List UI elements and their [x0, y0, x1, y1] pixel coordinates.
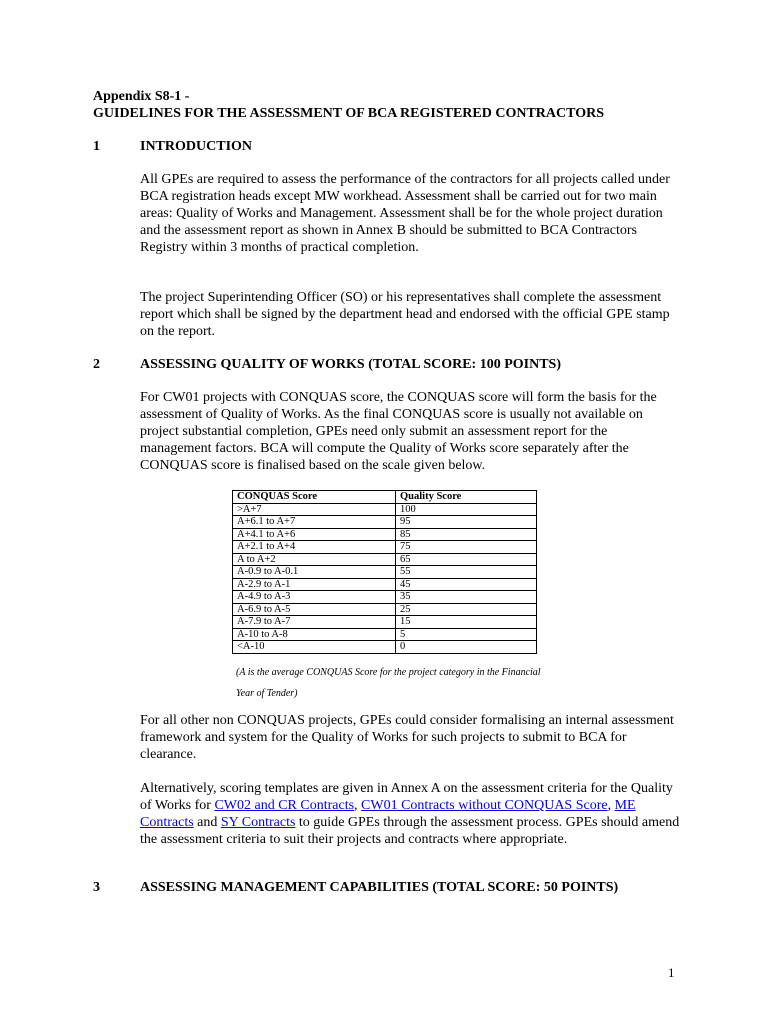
quality-cell: 45 — [396, 578, 537, 591]
table-row — [233, 616, 537, 629]
page-number: 1 — [668, 965, 675, 980]
link-cw02-cr-contracts[interactable]: CW02 and CR Contracts — [214, 798, 355, 813]
table-header-row — [233, 491, 537, 504]
conquas-cell: A to A+2 — [233, 553, 396, 566]
conquas-cell: A-4.9 to A-3 — [233, 591, 396, 604]
section-title: INTRODUCTION — [140, 139, 253, 154]
quality-cell: 55 — [396, 566, 537, 579]
table-row — [233, 553, 537, 566]
conquas-cell: A-2.9 to A-1 — [233, 578, 396, 591]
quality-cell: 65 — [396, 553, 537, 566]
paragraph-text: to guide GPEs through the assessment process. GPEs should amend the assessment criteria to suit their projects and contracts where appropriate. — [140, 815, 680, 847]
table-row — [233, 528, 537, 541]
table-row — [233, 641, 537, 654]
table-caption: (A is the average CONQUAS Score for the project category in the Financial Year of Tender) — [236, 667, 541, 699]
table-row — [233, 603, 537, 616]
section-2-heading — [93, 356, 561, 373]
paragraph-text: Alternatively, scoring templates are given in Annex A on the assessment criteria for the Quality of Works for — [140, 781, 673, 813]
conquas-cell: A-7.9 to A-7 — [233, 616, 396, 629]
document-heading — [93, 88, 604, 122]
conquas-cell: A-6.9 to A-5 — [233, 603, 396, 616]
section-title: ASSESSING MANAGEMENT CAPABILITIES (TOTAL SCORE: 50 POINTS) — [140, 880, 619, 895]
conquas-score-table — [232, 490, 537, 654]
link-sy-contracts[interactable]: SY Contracts — [220, 815, 296, 830]
quality-cell: 0 — [396, 641, 537, 654]
quality-cell: 35 — [396, 591, 537, 604]
column-header-conquas: CONQUAS Score — [233, 491, 396, 504]
table-row — [233, 541, 537, 554]
document-title: GUIDELINES FOR THE ASSESSMENT OF BCA REGISTERED CONTRACTORS — [93, 106, 605, 121]
quality-paragraph-3 — [140, 780, 680, 848]
conquas-cell: A+2.1 to A+4 — [233, 541, 396, 554]
conquas-cell: >A+7 — [233, 503, 396, 516]
section-title: ASSESSING QUALITY OF WORKS (TOTAL SCORE: 100 POINTS) — [140, 357, 562, 372]
table-row — [233, 578, 537, 591]
section-number: 3 — [93, 880, 100, 895]
section-1-heading — [93, 138, 252, 155]
quality-cell: 95 — [396, 516, 537, 529]
paragraph-text: and — [193, 815, 221, 830]
intro-paragraph-2: The project Superintending Officer (SO) or his representatives shall complete the assessment report which shall be signed by the department head and endorsed with the official GPE stamp on the report. — [140, 290, 670, 339]
table-row — [233, 591, 537, 604]
quality-cell: 75 — [396, 541, 537, 554]
quality-paragraph-2: For all other non CONQUAS projects, GPEs could consider formalising an internal assessment framework and system for the Quality of Works for such projects to submit to BCA for clearance. — [140, 713, 674, 762]
table-row — [233, 516, 537, 529]
link-cw01-contracts-without-conquas[interactable]: CW01 Contracts without CONQUAS Score — [361, 798, 608, 813]
table-row — [233, 566, 537, 579]
conquas-cell: A-10 to A-8 — [233, 628, 396, 641]
paragraph-text: , — [607, 798, 615, 813]
quality-paragraph-1: For CW01 projects with CONQUAS score, the CONQUAS score will form the basis for the assessment of Quality of Works. As the final CONQUAS score is usually not available on project substantial completion, GPEs need only submit an assessment report for the management factors. BCA will compute the Quality of Works score separately after the CONQUAS score is finalised based on the scale given below. — [140, 390, 657, 473]
quality-cell: 5 — [396, 628, 537, 641]
column-header-quality: Quality Score — [396, 491, 537, 504]
quality-cell: 25 — [396, 603, 537, 616]
appendix-label: Appendix S8-1 - — [93, 89, 190, 104]
conquas-cell: A-0.9 to A-0.1 — [233, 566, 396, 579]
intro-paragraph-1: All GPEs are required to assess the performance of the contractors for all projects called under BCA registration heads except MW workhead. Assessment shall be carried out for two main areas: Quality of Works and Management. Assessment shall be for the whole project duration and the assessment report as shown in Annex B should be submitted to BCA Contractors Registry within 3 months of practical completion. — [140, 172, 670, 255]
link-me-contracts[interactable]: ME Contracts — [140, 798, 636, 830]
table-row — [233, 628, 537, 641]
paragraph-text: , — [354, 798, 362, 813]
section-3-heading — [93, 879, 618, 896]
conquas-cell: A+4.1 to A+6 — [233, 528, 396, 541]
quality-cell: 15 — [396, 616, 537, 629]
table-row — [233, 503, 537, 516]
quality-cell: 100 — [396, 503, 537, 516]
conquas-cell: A+6.1 to A+7 — [233, 516, 396, 529]
section-number: 2 — [93, 357, 100, 372]
quality-cell: 85 — [396, 528, 537, 541]
section-number: 1 — [93, 139, 100, 154]
conquas-cell: <A-10 — [233, 641, 396, 654]
